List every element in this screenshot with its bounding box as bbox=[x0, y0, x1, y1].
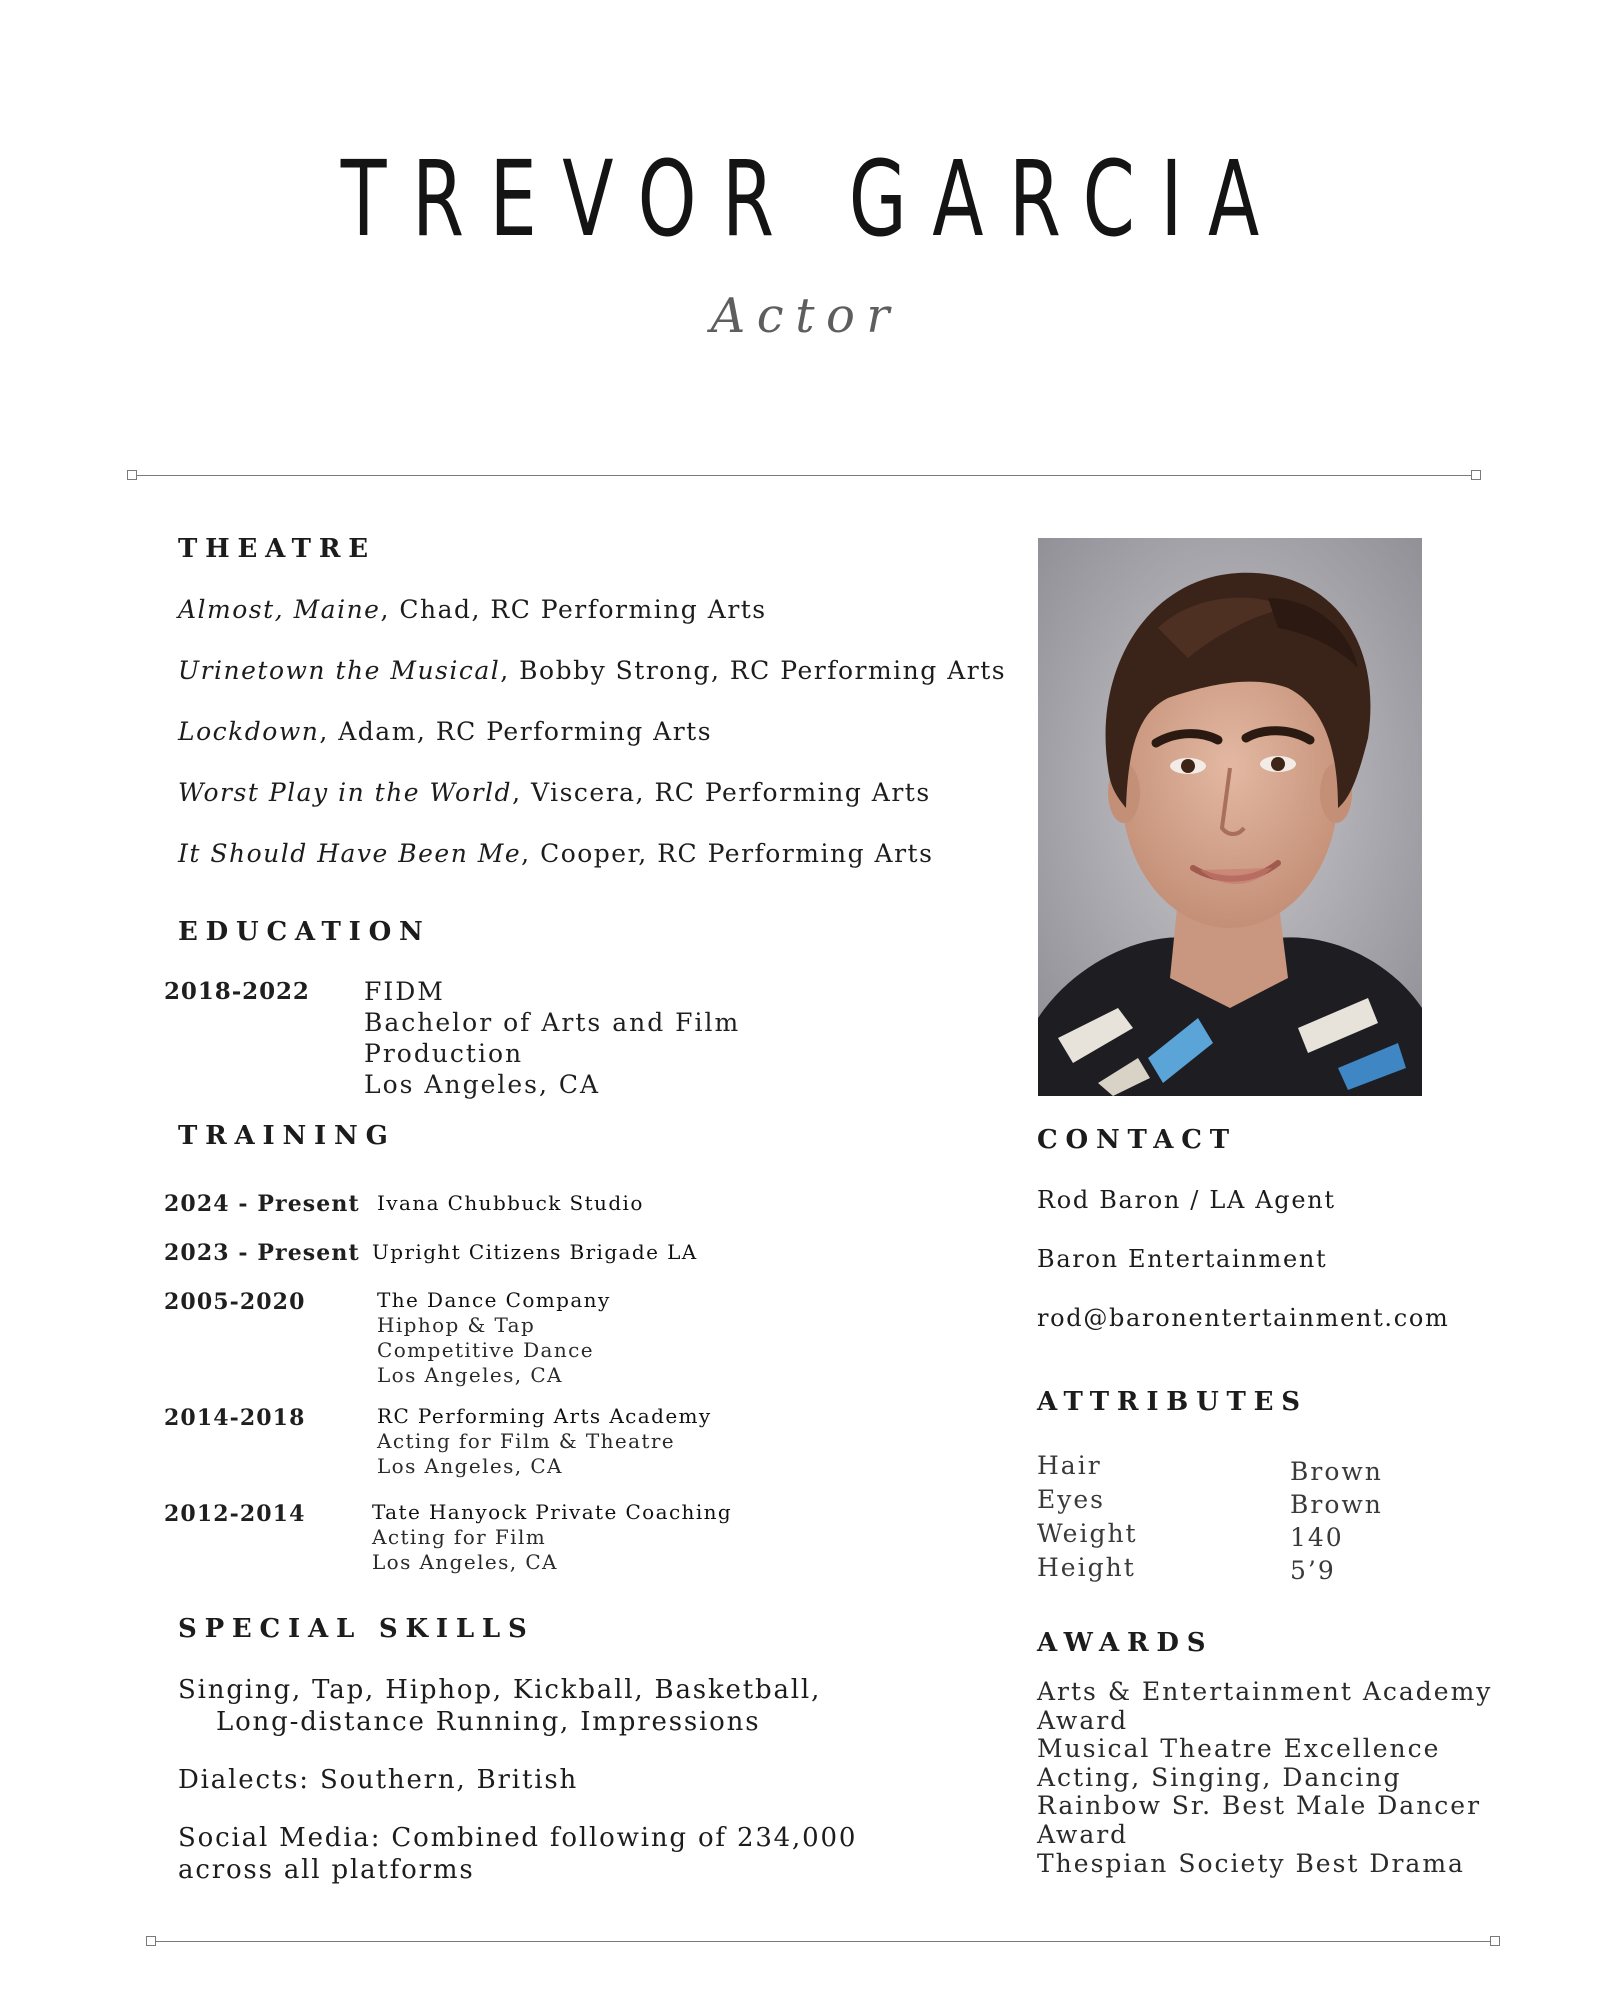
awards-heading: AWARDS bbox=[1037, 1628, 1214, 1658]
attributes-heading: ATTRIBUTES bbox=[1037, 1387, 1308, 1417]
degree-line: Production bbox=[364, 1039, 524, 1068]
training-name: Tate Hanyock Private Coaching bbox=[372, 1500, 733, 1524]
bottom-divider-left-handle[interactable] bbox=[146, 1936, 156, 1946]
education-heading: EDUCATION bbox=[178, 917, 431, 947]
role-details: , Cooper, RC Performing Arts bbox=[521, 839, 934, 868]
award-line: Thespian Society Best Drama bbox=[1037, 1848, 1465, 1878]
bottom-divider-right-handle[interactable] bbox=[1490, 1936, 1500, 1946]
training-name: RC Performing Arts Academy bbox=[377, 1404, 712, 1428]
training-heading: TRAINING bbox=[178, 1121, 396, 1151]
education-details bbox=[364, 976, 740, 1100]
role-details: , Bobby Strong, RC Performing Arts bbox=[500, 656, 1007, 685]
theatre-item bbox=[178, 595, 767, 624]
school-name: FIDM bbox=[364, 977, 445, 1006]
social-media bbox=[178, 1822, 857, 1886]
training-line: Los Angeles, CA bbox=[377, 1363, 563, 1387]
training-name: Upright Citizens Brigade LA bbox=[372, 1240, 698, 1264]
training-line: Los Angeles, CA bbox=[372, 1550, 558, 1574]
role-details: , Chad, RC Performing Arts bbox=[380, 595, 767, 624]
special-skills-heading: SPECIAL SKILLS bbox=[178, 1614, 535, 1644]
training-name: Ivana Chubbuck Studio bbox=[377, 1191, 644, 1215]
training-details bbox=[377, 1191, 644, 1216]
agent-name: Rod Baron / LA Agent bbox=[1037, 1186, 1336, 1214]
training-details bbox=[372, 1500, 732, 1575]
theatre-heading: THEATRE bbox=[178, 534, 376, 564]
degree-line: Bachelor of Arts and Film bbox=[364, 1008, 741, 1037]
social-media-line: across all platforms bbox=[178, 1855, 475, 1885]
school-location: Los Angeles, CA bbox=[364, 1070, 601, 1099]
theatre-item bbox=[178, 656, 1006, 685]
top-divider-left-handle[interactable] bbox=[127, 470, 137, 480]
training-year: 2024 - Present bbox=[164, 1191, 360, 1217]
attribute-value: Brown bbox=[1290, 1490, 1383, 1519]
training-line: Los Angeles, CA bbox=[377, 1454, 563, 1478]
role-details: , Adam, RC Performing Arts bbox=[319, 717, 713, 746]
bottom-divider-line bbox=[152, 1941, 1494, 1942]
theatre-item bbox=[178, 778, 931, 807]
name-heading: TREVOR GARCIA bbox=[340, 138, 1285, 260]
attribute-label: Hair bbox=[1037, 1451, 1102, 1480]
show-title: Almost, Maine bbox=[178, 595, 381, 624]
award-line: Musical Theatre Excellence bbox=[1037, 1734, 1441, 1764]
training-details bbox=[377, 1404, 712, 1479]
theatre-item bbox=[178, 717, 712, 746]
show-title: Lockdown bbox=[178, 717, 320, 746]
training-line: Competitive Dance bbox=[377, 1338, 594, 1362]
award-line: Award bbox=[1037, 1705, 1129, 1735]
training-year: 2023 - Present bbox=[164, 1240, 360, 1266]
skills-line: Singing, Tap, Hiphop, Kickball, Basketball, bbox=[178, 1675, 822, 1705]
award-line: Arts & Entertainment Academy bbox=[1037, 1677, 1493, 1706]
training-year: 2014-2018 bbox=[164, 1405, 306, 1431]
training-line: Acting for Film bbox=[372, 1525, 547, 1549]
attribute-value: 5’9 bbox=[1290, 1556, 1336, 1585]
training-details bbox=[372, 1240, 698, 1265]
award-line: Award bbox=[1037, 1819, 1129, 1849]
headshot-illustration bbox=[1038, 538, 1422, 1096]
training-details bbox=[377, 1288, 611, 1388]
top-divider-right-handle[interactable] bbox=[1471, 470, 1481, 480]
attribute-labels bbox=[1037, 1449, 1138, 1585]
social-media-line: Social Media: Combined following of 234,000 bbox=[178, 1823, 858, 1853]
awards-list bbox=[1037, 1678, 1492, 1878]
attribute-value: 140 bbox=[1290, 1523, 1344, 1552]
skills-list bbox=[178, 1674, 821, 1738]
headshot-photo bbox=[1038, 538, 1422, 1096]
training-line: Hiphop & Tap bbox=[377, 1313, 536, 1337]
attribute-label: Height bbox=[1037, 1553, 1136, 1582]
agency-name: Baron Entertainment bbox=[1037, 1245, 1328, 1273]
attribute-label: Weight bbox=[1037, 1519, 1138, 1548]
attribute-value: Brown bbox=[1290, 1457, 1383, 1486]
training-line: Acting for Film & Theatre bbox=[377, 1429, 676, 1453]
attribute-values bbox=[1290, 1455, 1383, 1587]
education-year: 2018-2022 bbox=[164, 978, 310, 1005]
show-title: Urinetown the Musical bbox=[178, 656, 501, 685]
top-divider bbox=[136, 475, 1476, 476]
dialects: Dialects: Southern, British bbox=[178, 1765, 579, 1795]
role-details: , Viscera, RC Performing Arts bbox=[512, 778, 931, 807]
training-year: 2005-2020 bbox=[164, 1289, 306, 1315]
show-title: Worst Play in the World bbox=[178, 778, 513, 807]
award-line: Rainbow Sr. Best Male Dancer bbox=[1037, 1791, 1482, 1821]
show-title: It Should Have Been Me bbox=[178, 839, 522, 868]
training-year: 2012-2014 bbox=[164, 1501, 306, 1527]
award-line: Acting, Singing, Dancing bbox=[1037, 1762, 1402, 1792]
training-name: The Dance Company bbox=[377, 1288, 611, 1312]
job-title: Actor bbox=[710, 288, 901, 344]
theatre-item bbox=[178, 839, 933, 868]
agent-email-link[interactable]: rod@baronentertainment.com bbox=[1037, 1304, 1450, 1332]
contact-heading: CONTACT bbox=[1037, 1125, 1237, 1155]
attribute-label: Eyes bbox=[1037, 1485, 1105, 1514]
skills-line: Long-distance Running, Impressions bbox=[216, 1707, 761, 1737]
